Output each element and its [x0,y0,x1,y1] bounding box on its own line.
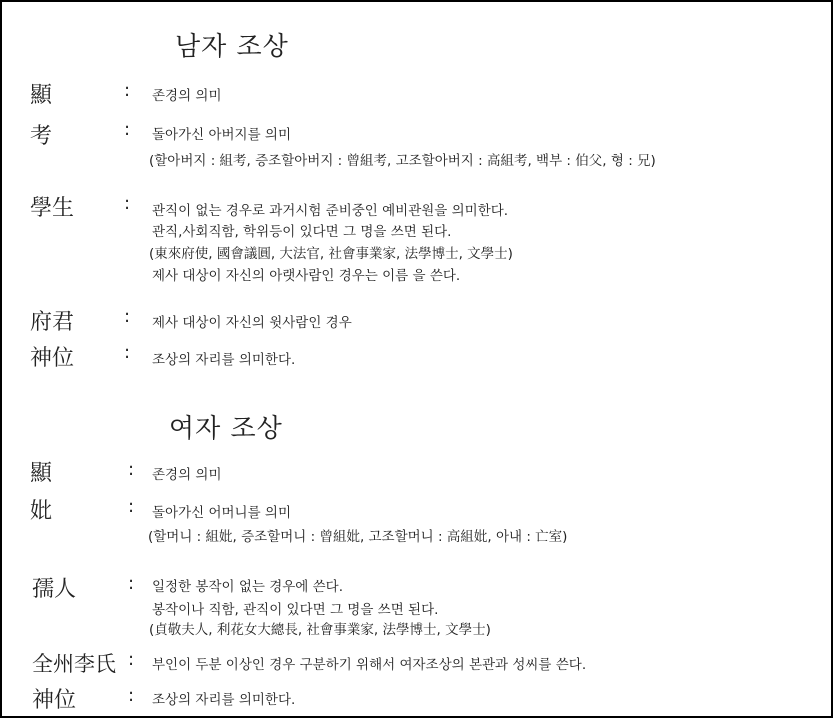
term-colon: : [128,496,135,517]
definition-line: 부인이 두분 이상인 경우 구분하기 위해서 여자조상의 본관과 성씨를 쓴다. [152,657,587,673]
definition-line: 관직,사회직함, 학위등이 있다면 그 명을 쓰면 된다. [152,224,452,240]
definition-line: 돌아가신 아버지를 의미 [152,127,291,143]
definition-line: (東來府使, 國會議圓, 大法官, 社會事業家, 法學博士, 文學士) [149,246,513,262]
term-colon: : [124,306,131,327]
definition-line: 조상의 자리를 의미한다. [152,692,296,708]
definition-line: (할아버지 : 組考, 증조할아버지 : 曾組考, 고조할아버지 : 高組考, 백부 : 伯父, 형 : 兄) [149,153,656,169]
definition-line: 일정한 봉작이 없는 경우에 쓴다. [152,579,343,595]
term-colon: : [128,685,135,706]
term-colon: : [124,193,131,214]
definition-line: (貞敬夫人, 利花女大總長, 社會事業家, 法學博士, 文學士) [149,622,491,638]
definition-line: 제사 대상이 자신의 윗사람인 경우 [152,315,352,331]
definition-line: 존경의 의미 [152,467,222,483]
definition-line: 조상의 자리를 의미한다. [152,352,296,368]
definition-line: (할머니 : 組妣, 증조할머니 : 曾組妣, 고조할머니 : 高組妣, 아내 : 亡室) [148,529,568,545]
term-sinwi: 神位 [30,346,75,371]
term-colon: : [128,649,135,670]
term-hyeon: 顯 [30,83,53,108]
term-colon: : [124,80,131,101]
term-colon: : [124,119,131,140]
term-go: 考 [30,124,53,149]
male-section-title: 남자 조상 [175,32,289,62]
term-sinwi: 神位 [32,688,77,713]
female-section-title: 여자 조상 [169,414,283,444]
definition-line: 제사 대상이 자신의 아랫사람인 경우는 이름 을 쓴다. [152,268,461,284]
term-colon: : [128,459,135,480]
definition-line: 존경의 의미 [152,88,222,104]
term-jeonju-isshi: 全州李氏 [32,652,116,676]
definition-line: 관직이 없는 경우로 과거시험 준비중인 예비관원을 의미한다. [152,203,509,219]
term-yuin: 孺人 [32,577,77,602]
term-colon: : [128,573,135,594]
term-bugun: 府君 [30,310,75,335]
term-colon: : [124,342,131,363]
definition-line: 봉작이나 직함, 관직이 있다면 그 명을 쓰면 된다. [152,602,439,618]
term-hyeon: 顯 [30,461,53,486]
term-bi: 妣 [30,499,53,524]
definition-line: 돌아가신 어머니를 의미 [152,505,291,521]
term-haksaeng: 學生 [30,196,75,221]
